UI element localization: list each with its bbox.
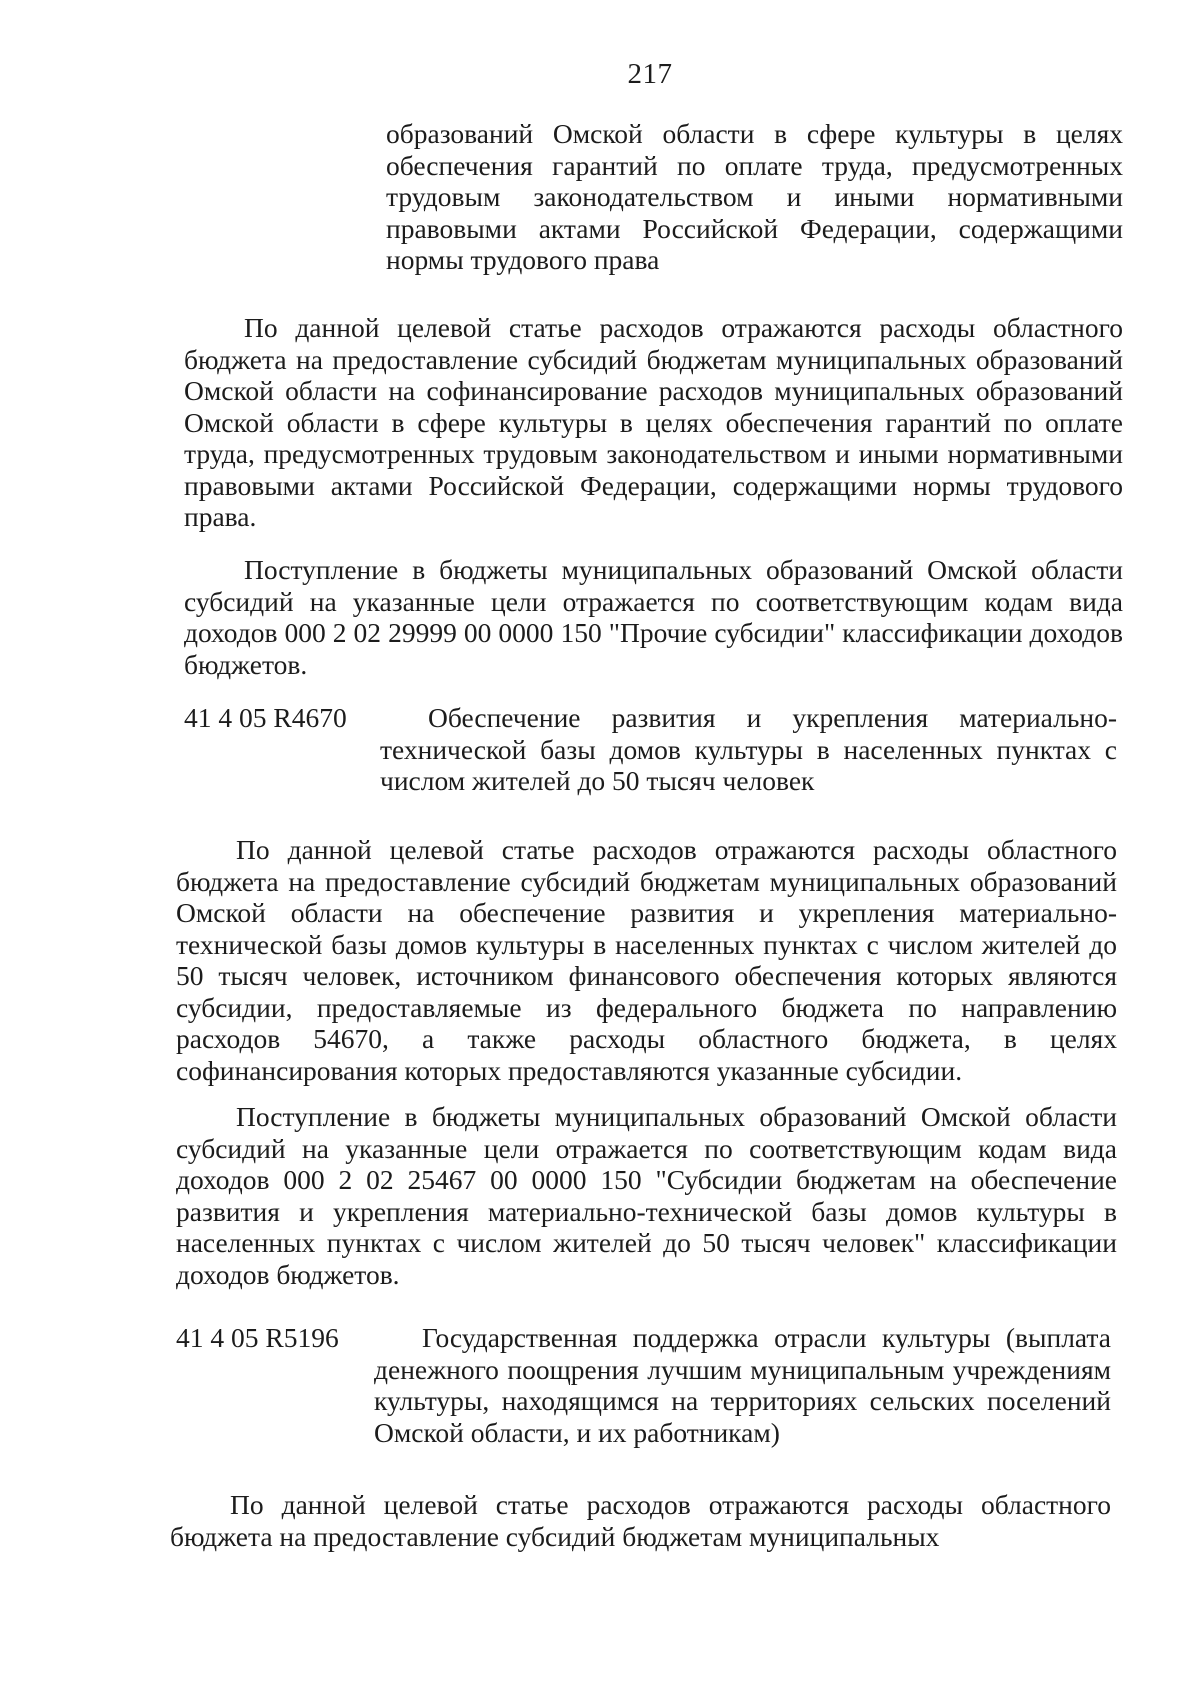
paragraph: Поступление в бюджеты муниципальных образований Омской области субсидий на указанные цели отражается по соответствующим кодам вида доходов 000 2 02 25467 00 0000 150 "Субсидии бюджетам на обеспечение развития и укрепления материально-технической базы домов культуры в населенных пунктах с числом жителей до 50 тысяч человек" классификации доходов бюджетов. bbox=[176, 1101, 1117, 1290]
budget-code: 41 4 05 R4670 bbox=[184, 702, 347, 733]
budget-code: 41 4 05 R5196 bbox=[176, 1322, 339, 1353]
section-title: Государственная поддержка отрасли культуры (выплата денежного поощрения лучшим муниципальным учреждениям культуры, находящимся на территориях сельских поселений Омской области, и их работникам) bbox=[374, 1322, 1111, 1448]
paragraph: По данной целевой статье расходов отражаются расходы областного бюджета на предоставление субсидий бюджетам муниципальных образований Омской области на обеспечение развития и укрепления материально-технической базы домов культуры в населенных пунктах с числом жителей до 50 тысяч человек, источником финансового обеспечения которых являются субсидии, предоставляемые из федерального бюджета по направлению расходов 54670, а также расходы областного бюджета, в целях софинансирования которых предоставляются указанные субсидии. bbox=[176, 834, 1117, 1086]
section-title-continuation: образований Омской области в сфере культуры в целях обеспечения гарантий по оплате труда, предусмотренных трудовым законодательством и иными нормативными правовыми актами Российской Федерации, содержащими нормы трудового права bbox=[386, 118, 1123, 275]
paragraph: Поступление в бюджеты муниципальных образований Омской области субсидий на указанные цели отражается по соответствующим кодам вида доходов 000 2 02 29999 00 0000 150 "Прочие субсидии" классификации доходов бюджетов. bbox=[184, 554, 1123, 680]
page-number: 217 bbox=[627, 58, 673, 90]
section-title: Обеспечение развития и укрепления материально-технической базы домов культуры в населенных пунктах с числом жителей до 50 тысяч человек bbox=[380, 702, 1117, 796]
paragraph: По данной целевой статье расходов отражаются расходы областного бюджета на предоставление субсидий бюджетам муниципальных bbox=[170, 1489, 1111, 1552]
paragraph: По данной целевой статье расходов отражаются расходы областного бюджета на предоставление субсидий бюджетам муниципальных образований Омской области на софинансирование расходов муниципальных образований Омской области в сфере культуры в целях обеспечения гарантий по оплате труда, предусмотренных трудовым законодательством и иными нормативными правовыми актами Российской Федерации, содержащими нормы трудового права. bbox=[184, 312, 1123, 532]
